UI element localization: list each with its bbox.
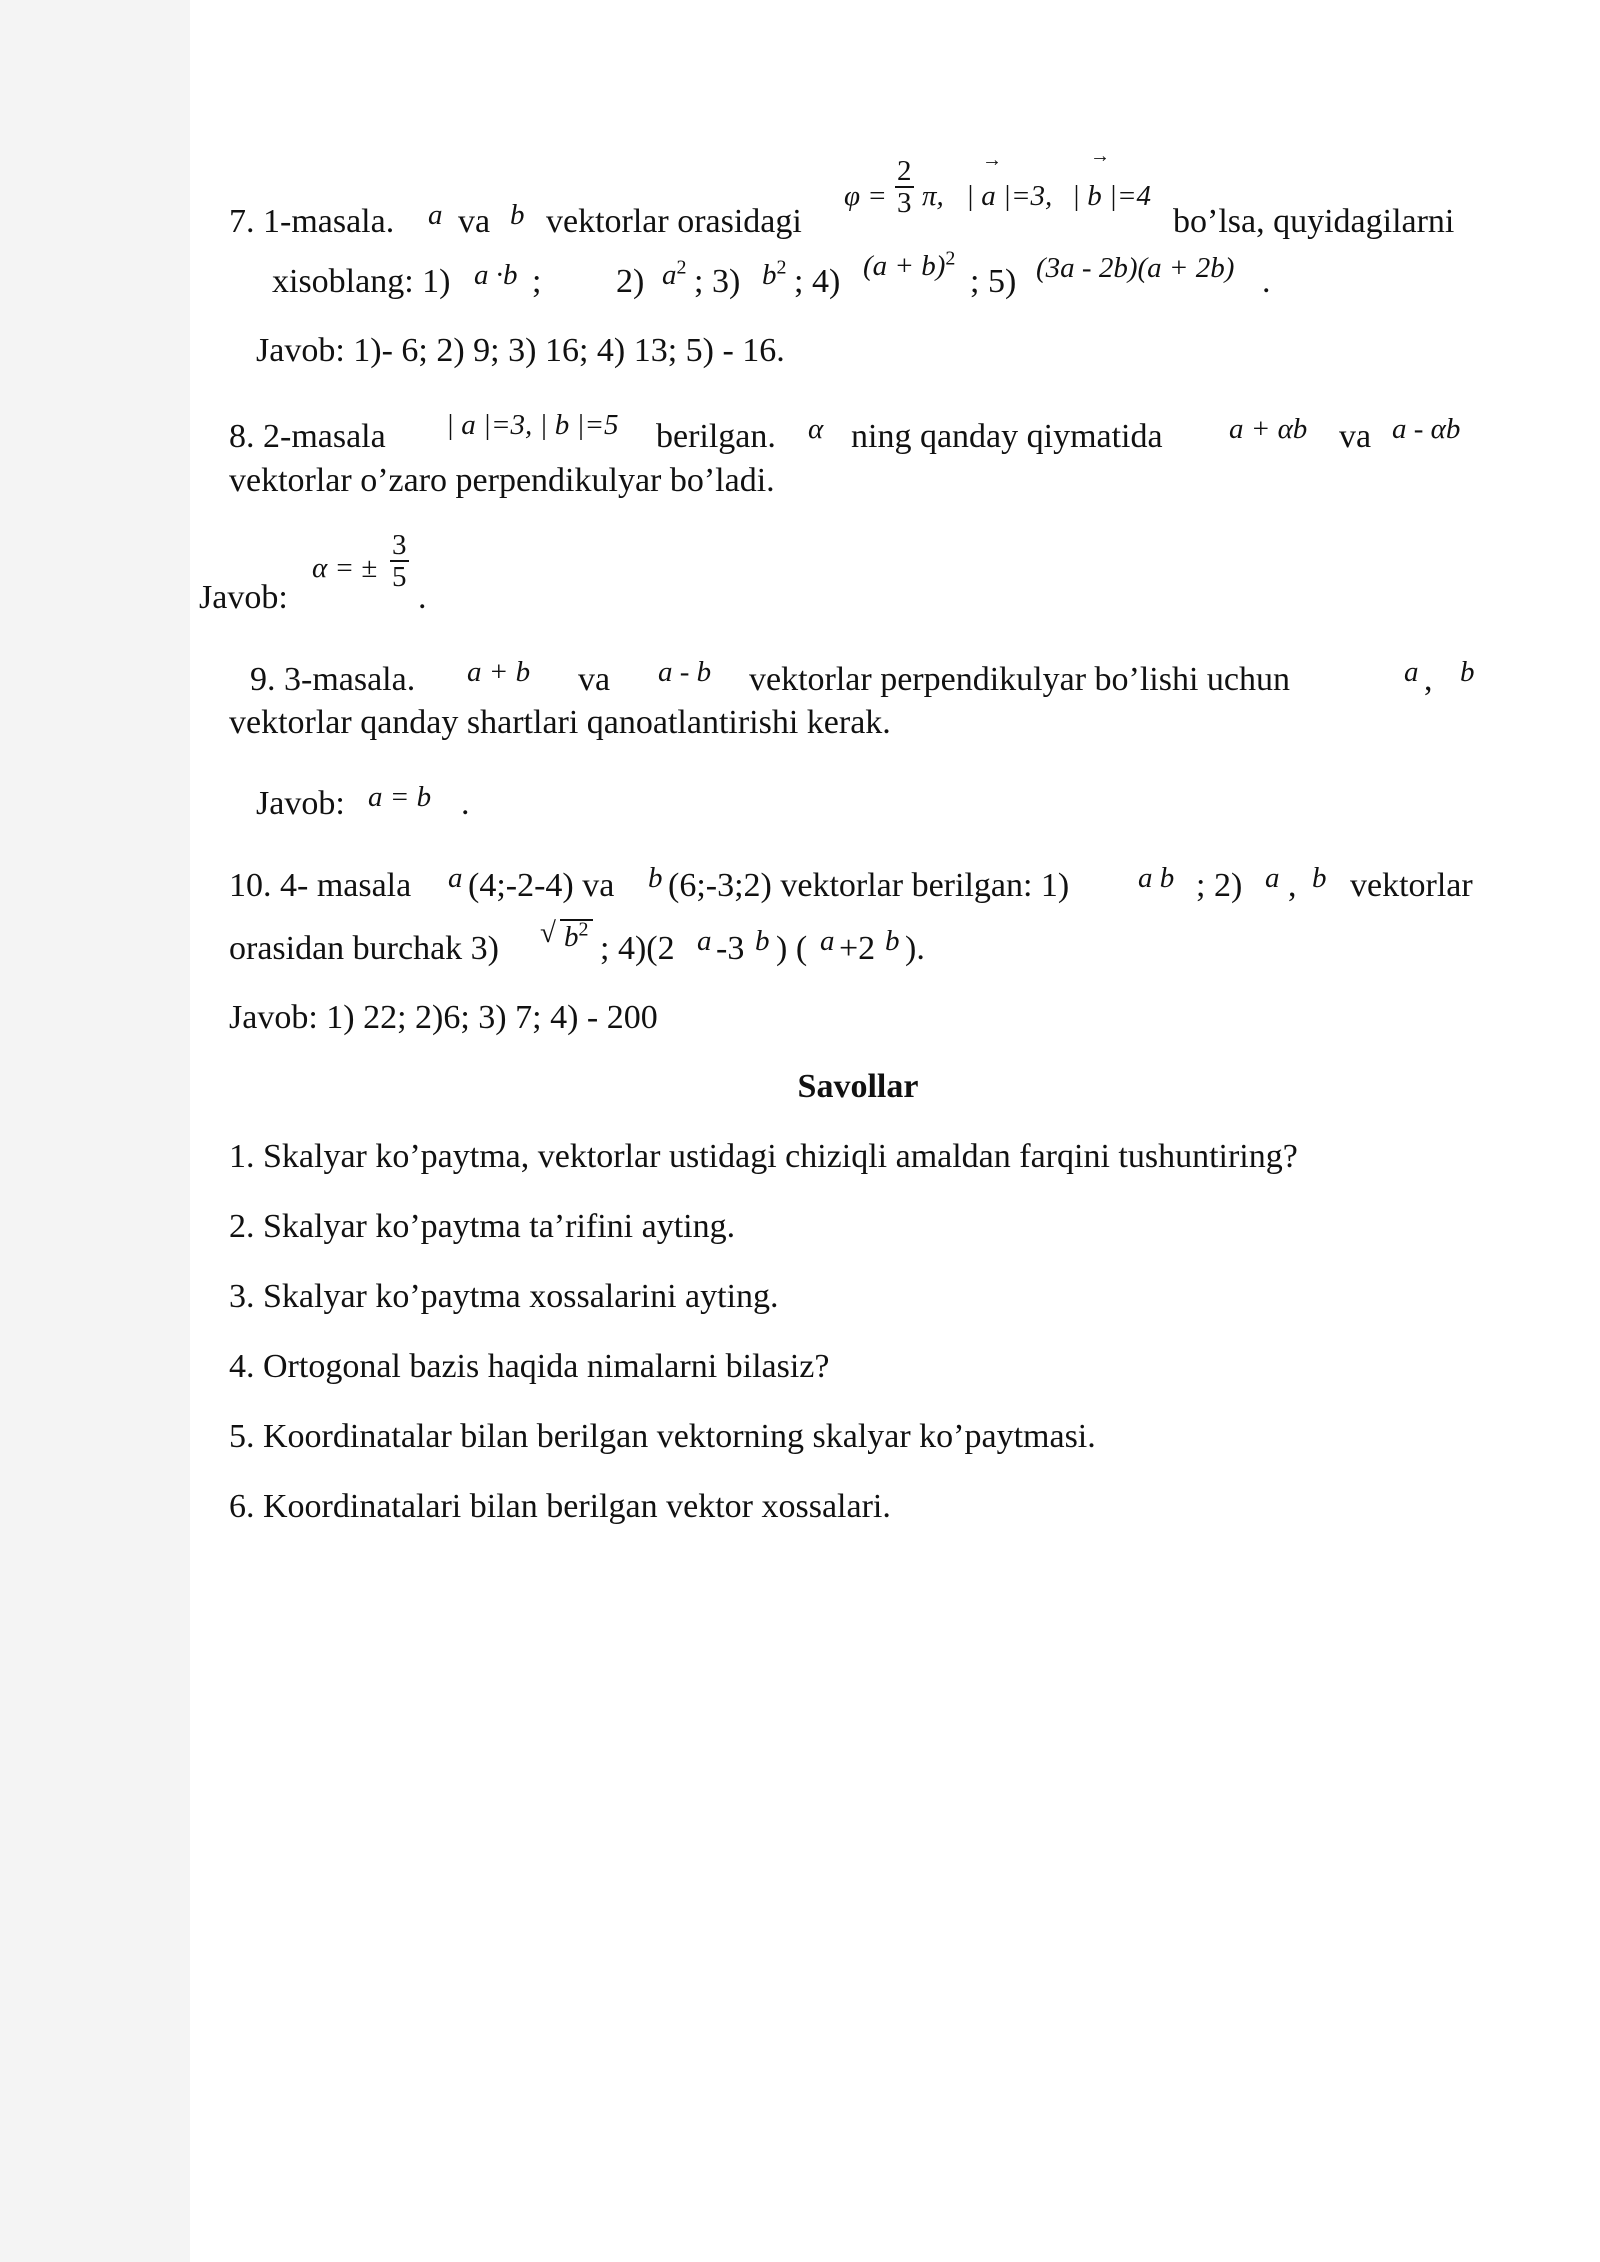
question-item: 1. Skalyar ko’paytma, vektorlar ustidagi chiziqli amaldan farqini tushuntiring? — [229, 1138, 1298, 1175]
vector-arrow-icon: → — [982, 149, 1002, 171]
problem-8-intro: 8. 2-masala — [229, 418, 386, 455]
middle-text: vektorlar perpendikulyar bo’lishi uchun — [749, 661, 1291, 698]
vector-b: b — [885, 925, 900, 957]
expr-minus: a - b — [658, 656, 712, 688]
item5-label: ; 5) — [970, 263, 1017, 300]
vector-b: b — [755, 925, 770, 957]
fraction-denominator: 3 — [897, 187, 912, 219]
tail-text: bo’lsa, quyidagilarni — [1173, 203, 1455, 240]
vector-a: a — [1404, 656, 1419, 688]
comma: , — [1288, 867, 1297, 904]
questions-heading: Savollar — [797, 1068, 919, 1105]
item4-label: ; 4) — [794, 263, 841, 300]
vector-b: b — [1312, 862, 1327, 894]
expr-product: (3a - 2b)(a + 2b) — [1036, 252, 1235, 284]
sqrt-argument: $b^2$ — [560, 919, 593, 953]
abs-a-value: | a |=3, — [966, 180, 1053, 212]
angle-fraction — [895, 156, 914, 218]
comma: , — [1424, 661, 1433, 698]
answer-lhs: α = ± — [312, 552, 378, 584]
problem-10-answer: Javob: 1) 22; 2)6; 3) 7; 4) - 200 — [229, 999, 658, 1036]
va-text: va — [458, 203, 491, 240]
question-item: 3. Skalyar ko’paytma xossalarini ayting. — [229, 1278, 779, 1315]
vector-arrow-icon: → — [1090, 145, 1110, 167]
part4-e: ). — [905, 930, 925, 967]
semicolon: ; — [532, 263, 542, 300]
problem-8-line2: vektorlar o’zaro perpendikulyar bo’ladi. — [229, 462, 775, 499]
answer-label: Javob: — [256, 785, 345, 822]
question-item: 6. Koordinatalari bilan berilgan vektor xossalari. — [229, 1488, 891, 1525]
expr-dot-product: a ·b — [474, 259, 518, 291]
problem-9-line2: vektorlar qanday shartlari qanoatlantirishi kerak. — [229, 704, 891, 741]
vector-a: a — [820, 925, 835, 957]
vectors-ab: a b — [1138, 862, 1175, 894]
a-coords: (4;-2-4) va — [468, 867, 615, 904]
expr-minus: a - αb — [1392, 413, 1461, 445]
problem-9-intro: 9. 3-masala. — [250, 661, 416, 698]
a-squared: $a^2$ — [662, 256, 687, 291]
answer-dot: . — [418, 579, 427, 616]
part4-c: ) ( — [776, 930, 808, 967]
answer-expr: a = b — [368, 781, 432, 813]
question-text: ning qanday qiymatida — [851, 418, 1163, 455]
answer-dot: . — [461, 785, 470, 822]
line2-start: xisoblang: 1) — [272, 263, 451, 300]
va-text: va — [578, 661, 611, 698]
fraction-denominator: 5 — [392, 561, 407, 593]
part4-b: -3 — [716, 930, 745, 967]
part4-d: +2 — [839, 930, 876, 967]
fraction-numerator: 2 — [897, 155, 912, 187]
question-item: 5. Koordinatalar bilan berilgan vektorning skalyar ko’paytmasi. — [229, 1418, 1096, 1455]
item3-label: ; 3) — [694, 263, 741, 300]
phi-lhs: φ = — [844, 180, 887, 212]
expr-plus: a + αb — [1229, 413, 1308, 445]
vector-b: b — [1460, 656, 1475, 688]
vector-b: b — [648, 862, 663, 894]
b-coords: (6;-3;2) vektorlar berilgan: 1) — [668, 867, 1070, 904]
sum-squared: $(a + b)^2$ — [863, 247, 956, 282]
vector-b: b — [510, 199, 525, 231]
item2-label: 2) — [616, 263, 645, 300]
expr-plus: a + b — [467, 656, 531, 688]
vector-a: a — [428, 199, 443, 231]
vektorlar-word: vektorlar — [1350, 867, 1473, 904]
vector-a: a — [448, 862, 463, 894]
line2-start: orasidan burchak 3) — [229, 930, 500, 967]
question-item: 4. Ortogonal bazis haqida nimalarni bilasiz? — [229, 1348, 830, 1385]
abs-values: | a |=3, | b |=5 — [446, 409, 619, 441]
vector-a: a — [697, 925, 712, 957]
pi-symbol: π, — [922, 180, 944, 212]
va-text: va — [1339, 418, 1372, 455]
sqrt-icon: √ — [540, 917, 556, 949]
problem-7-answer: Javob: 1)- 6; 2) 9; 3) 16; 4) 13; 5) - 16. — [256, 332, 785, 369]
end-dot: . — [1262, 263, 1271, 300]
b-squared: $b^2$ — [762, 256, 787, 291]
vector-a: a — [1265, 862, 1280, 894]
problem-10-intro: 10. 4- masala — [229, 867, 412, 904]
given-text: berilgan. — [656, 418, 776, 455]
answer-fraction — [390, 530, 409, 592]
problem-7-intro: 7. 1-masala. — [229, 203, 395, 240]
between-text: vektorlar orasidagi — [546, 203, 802, 240]
abs-b-value: | b |=4 — [1072, 180, 1152, 212]
answer-label: Javob: — [199, 579, 288, 616]
question-item: 2. Skalyar ko’paytma ta’rifini ayting. — [229, 1208, 736, 1245]
part4-a: ; 4)(2 — [600, 930, 675, 967]
part2-label: ; 2) — [1196, 867, 1243, 904]
fraction-numerator: 3 — [392, 529, 407, 561]
alpha-symbol: α — [808, 413, 824, 445]
